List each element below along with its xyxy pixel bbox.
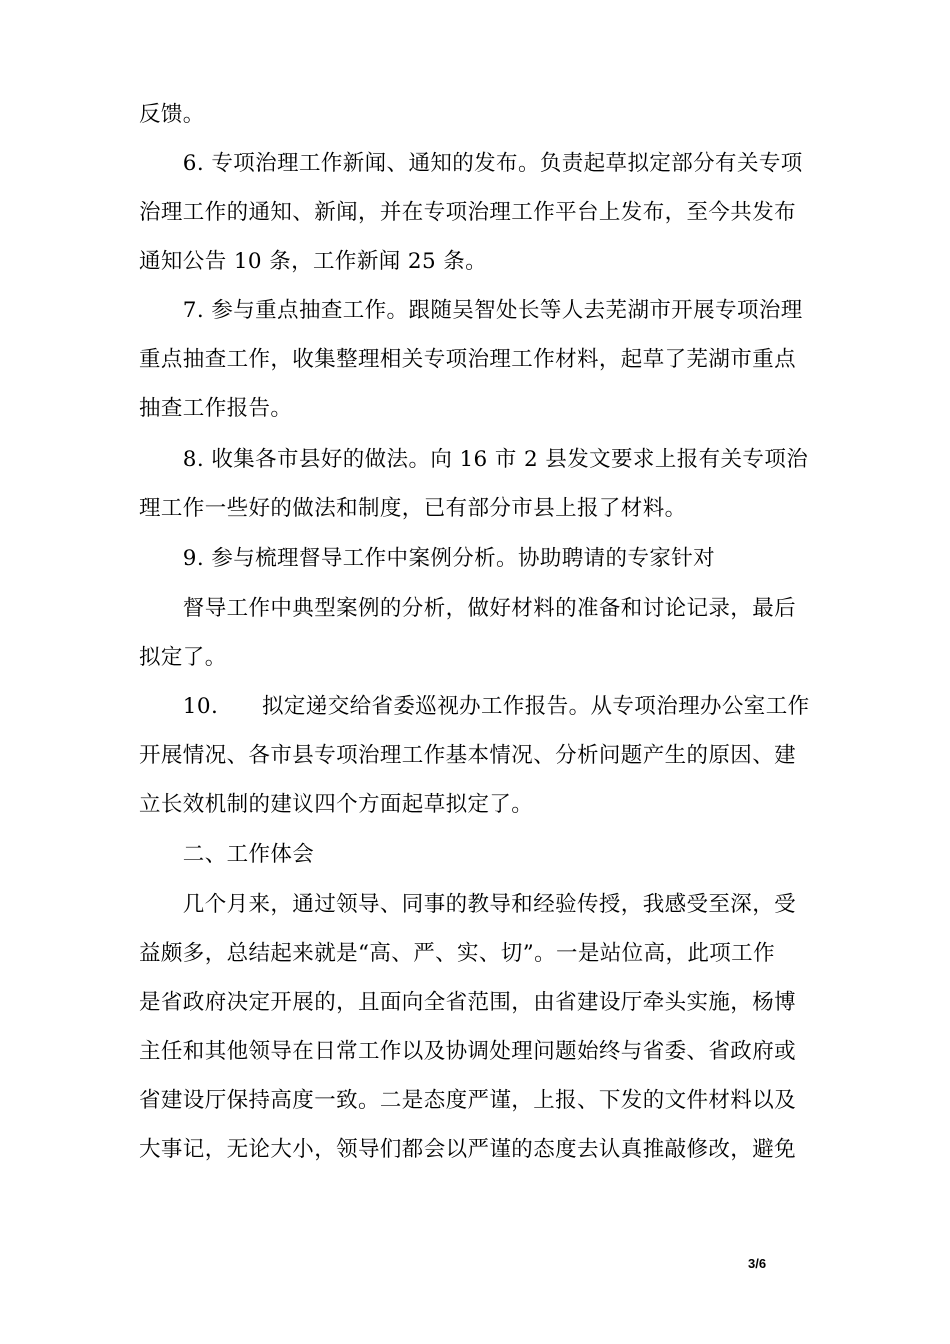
text-line: 益颇多，总结起来就是“高、严、实、切”。一是站位高，此项工作 bbox=[139, 941, 775, 966]
text-line: 督导工作中典型案例的分析，做好材料的准备和讨论记录，最后 bbox=[139, 596, 797, 621]
text-line: 开展情况、各市县专项治理工作基本情况、分析问题产生的原因、建 bbox=[139, 743, 797, 768]
text-line: 反馈。 bbox=[139, 102, 205, 127]
text-line: 是省政府决定开展的，且面向全省范围，由省建设厅牵头实施，杨博 bbox=[139, 990, 797, 1015]
text-line: 理工作一些好的做法和制度，已有部分市县上报了材料。 bbox=[139, 496, 687, 521]
section-heading: 二、工作体会 bbox=[139, 842, 315, 867]
text-line: 立长效机制的建议四个方面起草拟定了。 bbox=[139, 792, 534, 817]
text-line: 9. 参与梳理督导工作中案例分析。协助聘请的专家针对 bbox=[139, 546, 716, 571]
text-line: 通知公告 10 条，工作新闻 25 条。 bbox=[139, 249, 488, 274]
text-line: 几个月来，通过领导、同事的教导和经验传授，我感受至深，受 bbox=[139, 892, 797, 917]
text-line: 抽查工作报告。 bbox=[139, 396, 293, 421]
text-line: 治理工作的通知、新闻，并在专项治理工作平台上发布，至今共发布 bbox=[139, 200, 797, 225]
text-line: 主任和其他领导在日常工作以及协调处理问题始终与省委、省政府或 bbox=[139, 1039, 797, 1064]
text-line: 重点抽查工作，收集整理相关专项治理工作材料，起草了芜湖市重点 bbox=[139, 347, 797, 372]
text-line: 6. 专项治理工作新闻、通知的发布。负责起草拟定部分有关专项 bbox=[139, 151, 803, 176]
text-line: 8. 收集各市县好的做法。向 16 市 2 县发文要求上报有关专项治 bbox=[139, 447, 809, 472]
page-number: 3/6 bbox=[748, 1256, 767, 1271]
text-line: 省建设厅保持高度一致。二是态度严谨，上报、下发的文件材料以及 bbox=[139, 1088, 797, 1113]
text-line: 10. 拟定递交给省委巡视办工作报告。从专项治理办公室工作 bbox=[139, 694, 810, 719]
text-line: 7. 参与重点抽查工作。跟随吴智处长等人去芜湖市开展专项治理 bbox=[139, 298, 803, 323]
text-line: 大事记，无论大小，领导们都会以严谨的态度去认真推敲修改，避免 bbox=[139, 1137, 797, 1162]
text-line: 拟定了。 bbox=[139, 645, 227, 670]
